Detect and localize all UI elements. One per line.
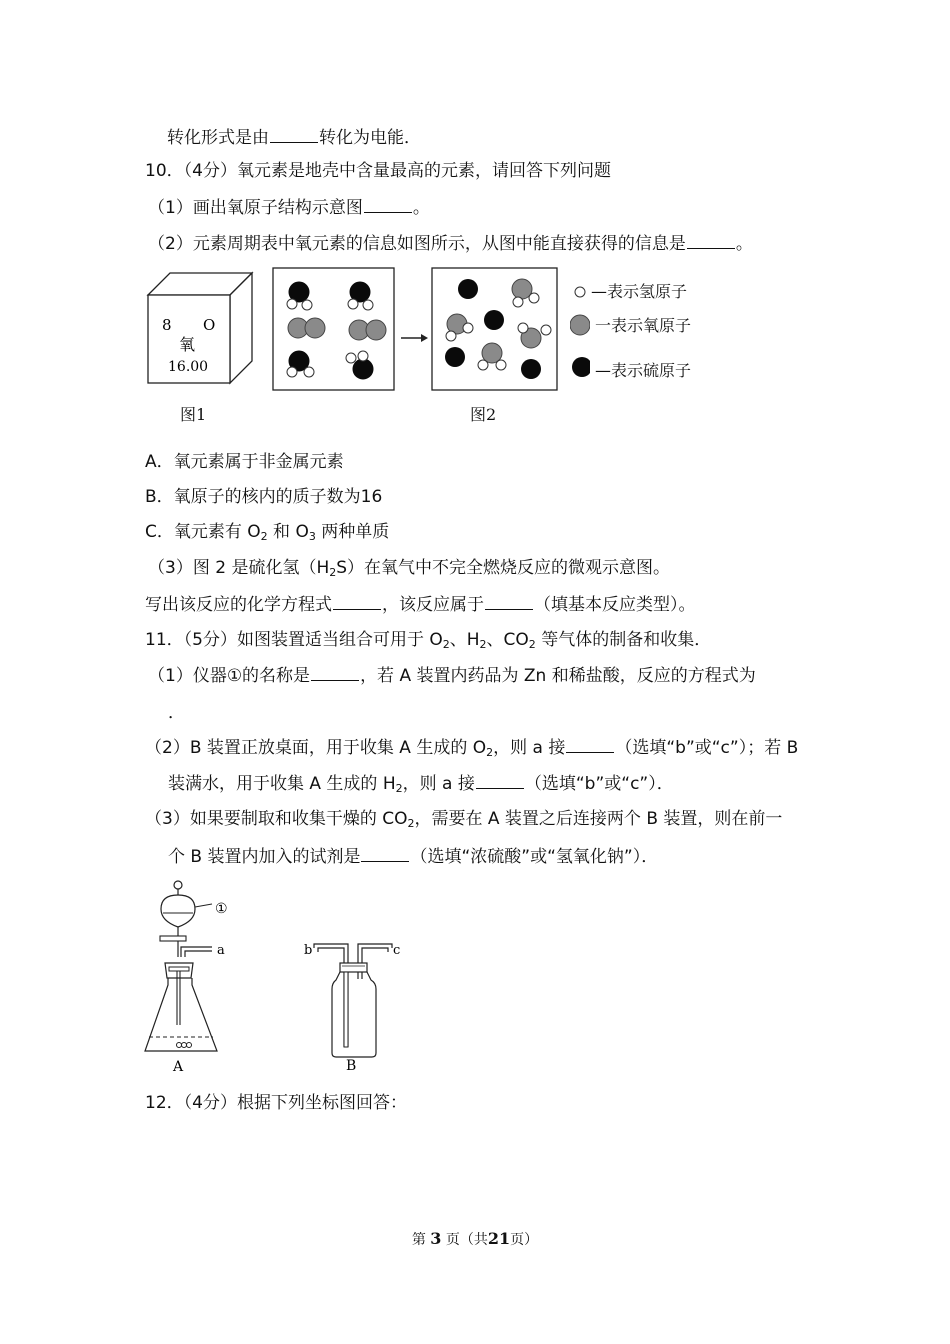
answer-blank[interactable] xyxy=(476,772,524,789)
option-b[interactable]: B．氧原子的核内的质子数为16 xyxy=(145,487,383,507)
option-a[interactable]: A．氧元素属于非金属元素 xyxy=(145,452,344,472)
reaction-figure xyxy=(265,262,565,392)
answer-blank[interactable] xyxy=(311,664,359,681)
figure1-caption: 图1 xyxy=(180,405,207,424)
answer-blank[interactable] xyxy=(333,593,381,610)
question-10-equation: 写出该反应的化学方程式 ，该反应属于 （填基本反应类型）。 xyxy=(145,595,696,615)
question-11-part2-cont: 装满水，用于收集 A 生成的 $H_2$，则 a 接 （选填“b”或“c”）． xyxy=(168,774,674,795)
question-11-part1: （1）仪器①的名称是 ，若 A 装置内药品为 Zn 和稀盐酸，反应的方程式为 xyxy=(148,666,756,686)
label-c: c xyxy=(393,943,401,958)
question-11-part2: （2）B 装置正放桌面，用于收集 A 生成的 $O_2$，则 a 接 （选填“b”或“c”）；若 B xyxy=(145,738,799,759)
sulfur-icon xyxy=(572,357,590,377)
periodic-cell-figure xyxy=(140,265,255,385)
question-10-part2: （2）元素周期表中氧元素的信息如图所示，从图中能直接获得的信息是 。 xyxy=(148,234,753,254)
legend-hydrogen: —表示氢原子 xyxy=(591,282,688,301)
question-11-part3: （3）如果要制取和收集干燥的 $CO_2$，需要在 A 装置之后连接两个 B 装置，则在前一 xyxy=(145,809,783,830)
answer-blank[interactable] xyxy=(270,126,318,143)
page-total: 21 xyxy=(487,1229,511,1248)
question-11-part1-end: ． xyxy=(168,703,185,723)
question-11-part3-cont: 个 B 装置内加入的试剂是 （选填“浓硫酸”或“氢氧化钠”）． xyxy=(168,847,659,867)
element-symbol: O xyxy=(203,316,216,334)
separatory-funnel xyxy=(161,895,195,927)
answer-blank[interactable] xyxy=(687,232,735,249)
gas-bottle xyxy=(332,972,376,1057)
caption-a: A xyxy=(173,1059,184,1075)
line-conversion: 转化形式是由 转化为电能． xyxy=(167,128,421,148)
sulfur-atom xyxy=(445,347,465,367)
legend-sulfur: —表示硫原子 xyxy=(595,361,692,380)
page-footer: 第 3 页（共21页） xyxy=(411,1229,539,1248)
page-number: 3 xyxy=(430,1229,442,1248)
option-c[interactable]: C．氧元素有 $O_2$ 和 $O_3$ 两种单质 xyxy=(145,522,390,543)
oxygen-icon xyxy=(570,315,590,335)
hydrogen-icon xyxy=(575,287,585,297)
rubber-stopper xyxy=(340,963,367,972)
question-10-part1: （1）画出氧原子结构示意图 。 xyxy=(148,198,430,218)
atomic-number: 8 xyxy=(162,316,172,334)
question-10-title: 10．（4分）氧元素是地壳中含量最高的元素，请回答下列问题 xyxy=(145,161,611,181)
question-10-part3: （3）图 2 是硫化氢$(H_2S)$在氧气中不完全燃烧反应的微观示意图。 xyxy=(148,558,671,579)
figure2-caption: 图2 xyxy=(470,405,497,424)
label-1: ① xyxy=(215,901,228,917)
atomic-mass: 16.00 xyxy=(168,359,209,375)
element-name: 氧 xyxy=(179,335,196,354)
answer-blank[interactable] xyxy=(364,196,412,213)
label-a: a xyxy=(217,943,225,958)
answer-blank[interactable] xyxy=(485,593,533,610)
answer-blank[interactable] xyxy=(361,845,409,862)
sulfur-atom xyxy=(458,279,478,299)
apparatus-a xyxy=(135,875,245,1080)
legend-icons xyxy=(570,278,590,378)
answer-blank[interactable] xyxy=(566,736,614,753)
question-12-title: 12．（4分）根据下列坐标图回答： xyxy=(145,1093,407,1113)
question-11-title: 11．（5分）如图装置适当组合可用于 $O_2$、$H_2$、$CO_2$ 等气体的制备和收集． xyxy=(145,630,712,651)
sulfur-atom xyxy=(521,359,541,379)
caption-b: B xyxy=(346,1058,357,1074)
legend-oxygen: 一表示氧原子 xyxy=(595,316,692,335)
conical-flask xyxy=(145,978,217,1051)
stopcock xyxy=(160,936,186,941)
sulfur-atom xyxy=(484,310,504,330)
apparatus-b xyxy=(300,935,410,1075)
label-b: b xyxy=(304,943,313,958)
